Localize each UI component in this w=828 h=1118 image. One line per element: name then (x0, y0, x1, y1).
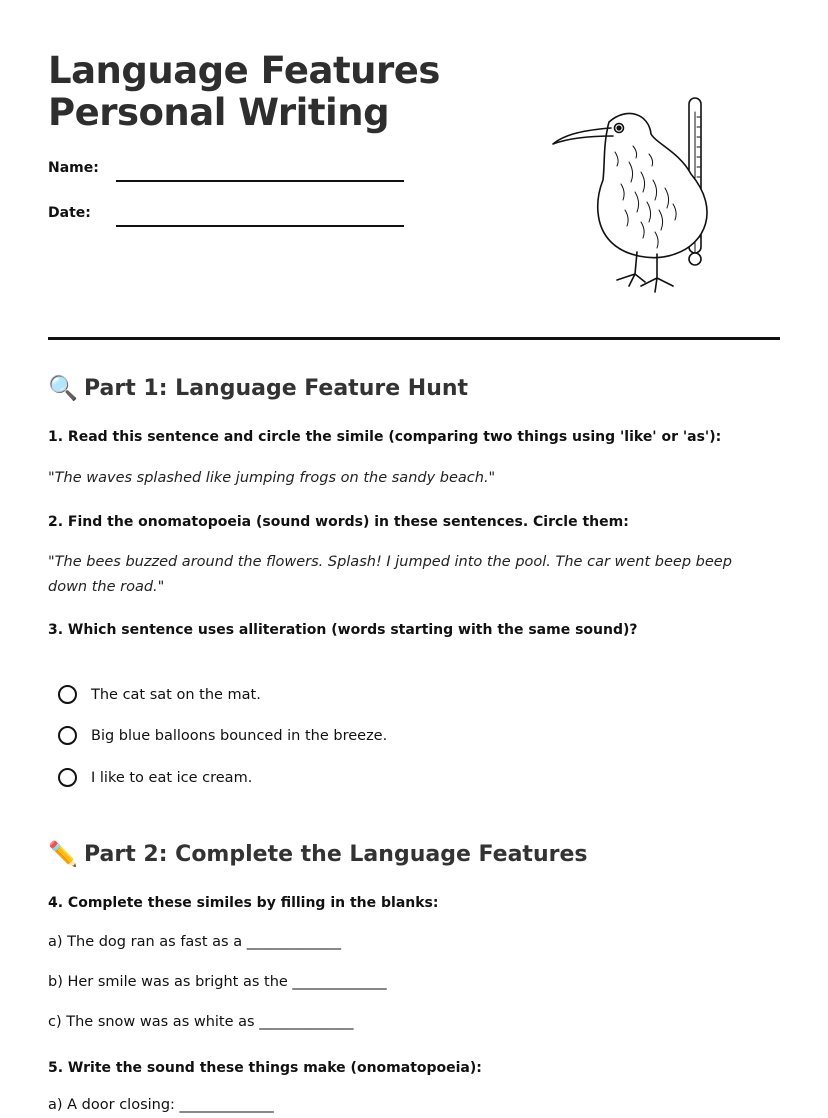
question-3: 3. Which sentence uses alliteration (words starting with the same sound)? (48, 622, 638, 638)
question-2-quote: "The bees buzzed around the flowers. Splash! I jumped into the pool. The car went beep beep down the road." (48, 554, 732, 595)
radio-button[interactable] (58, 768, 77, 787)
date-field[interactable] (116, 225, 404, 227)
question-4: 4. Complete these similes by filling in the blanks: (48, 895, 439, 911)
option-1[interactable] (58, 685, 261, 704)
option-2[interactable] (58, 726, 387, 745)
option-label: I like to eat ice cream. (91, 769, 253, 786)
sound-blank-a[interactable]: a) A door closing: _____________ (48, 1097, 274, 1113)
title-line-2: Personal Writing (48, 91, 390, 134)
option-label: The cat sat on the mat. (91, 686, 261, 703)
radio-button[interactable] (58, 685, 77, 704)
title-line-1: Language Features (48, 49, 440, 92)
date-label: Date: (48, 205, 91, 221)
part1-heading (48, 374, 468, 402)
name-field[interactable] (116, 180, 404, 182)
part2-heading (48, 840, 587, 868)
radio-button[interactable] (58, 726, 77, 745)
part1-title: Part 1: Language Feature Hunt (84, 375, 469, 401)
question-1-quote: "The waves splashed like jumping frogs on the sandy beach." (48, 470, 496, 486)
simile-blank-a[interactable]: a) The dog ran as fast as a _____________ (48, 934, 341, 950)
simile-blank-c[interactable]: c) The snow was as white as _____________ (48, 1014, 354, 1030)
part2-title: Part 2: Complete the Language Features (84, 841, 588, 867)
pencil-icon: ✏️ (48, 840, 78, 868)
simile-blank-b[interactable]: b) Her smile was as bright as the _____________ (48, 974, 387, 990)
question-2: 2. Find the onomatopoeia (sound words) in these sentences. Circle them: (48, 514, 629, 530)
option-3[interactable] (58, 768, 252, 787)
kiwi-bird-icon (545, 92, 730, 297)
question-5: 5. Write the sound these things make (onomatopoeia): (48, 1060, 482, 1076)
section-divider (48, 337, 780, 340)
worksheet-title (48, 50, 440, 134)
magnifier-icon: 🔍 (48, 374, 78, 402)
option-label: Big blue balloons bounced in the breeze. (91, 727, 388, 744)
question-1: 1. Read this sentence and circle the simile (comparing two things using 'like' or 'as'): (48, 429, 722, 445)
name-label: Name: (48, 160, 99, 176)
